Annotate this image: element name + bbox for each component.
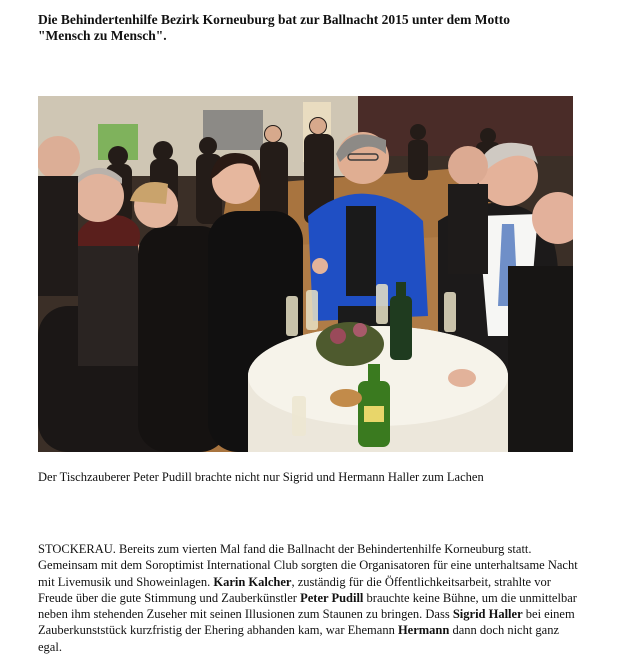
- photo-caption: Der Tischzauberer Peter Pudill brachte nicht nur Sigrid und Hermann Haller zum Lachen: [38, 470, 484, 484]
- headline-line-1: Die Behindertenhilfe Bezirk Korneuburg bat zur Ballnacht 2015 unter dem Motto: [38, 12, 510, 27]
- article-text-part-2: , zuständig für die Öffentlichkeitsarbeit, strahlte vor Freude über die gute Stimmung und Zauberkünstler: [38, 574, 551, 605]
- event-photo-illustration: [38, 96, 573, 452]
- article-text-part-3: brauchte keine Bühne, um die unmittelbar neben ihm stehenden Zuseher mit seinen Illusionen zum Staunen zu bringen. Dass: [38, 590, 577, 622]
- headline-line-2: "Mensch zu Mensch".: [38, 28, 167, 43]
- article-headline: [38, 12, 578, 44]
- person-name-sigrid-haller: Sigrid Haller: [452, 607, 523, 622]
- article-body: [38, 541, 584, 655]
- article-text-outro: dann doch nicht ganz egal.: [38, 623, 560, 654]
- person-name-karin-kalcher: Karin Kalcher: [213, 574, 292, 589]
- person-name-hermann: Hermann: [397, 623, 450, 638]
- person-name-peter-pudill: Peter Pudill: [300, 590, 364, 605]
- article-text-part-4: bei einem Zauberkunststück kurzfristig der Ehering abhanden kam, war Ehemann: [38, 607, 575, 638]
- event-photo: [38, 96, 573, 452]
- article-text-intro: STOCKERAU. Bereits zum vierten Mal fand die Ballnacht der Behindertenhilfe Korneuburg statt. Gemeinsam mit dem Soroptimist International Club sorgten die Organisatoren für eine unterhaltsame Nacht mit Livemusik und Showeinlagen.: [38, 542, 578, 589]
